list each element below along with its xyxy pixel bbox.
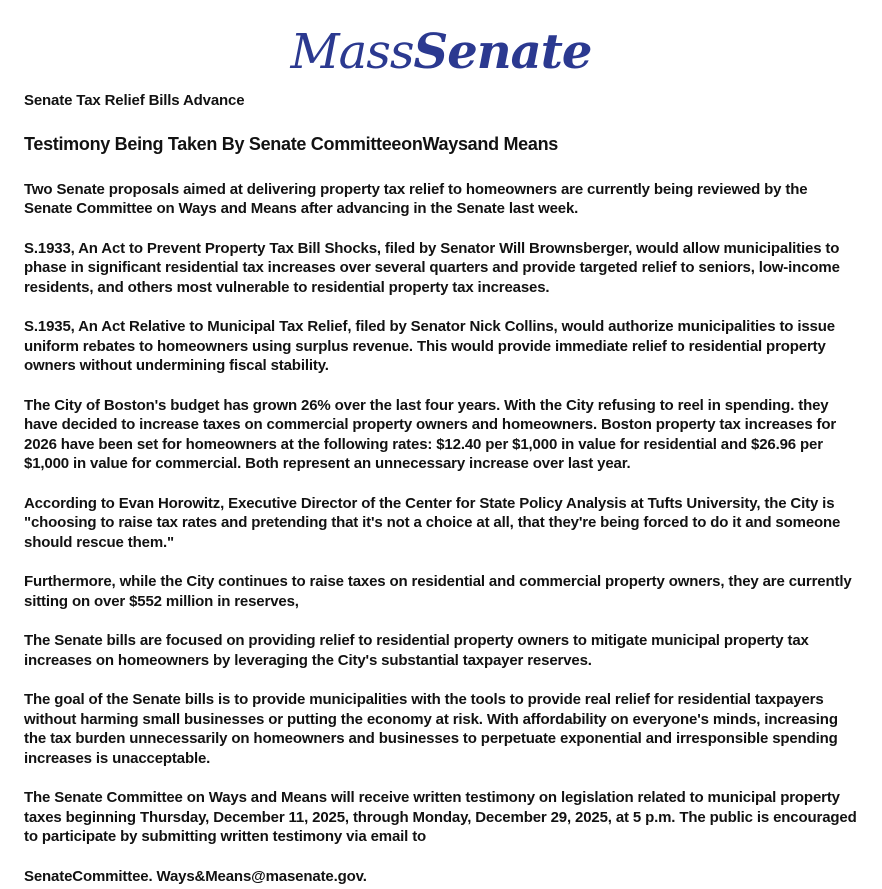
body-paragraph: According to Evan Horowitz, Executive Director of the Center for State Policy Analysis at Tufts University, the City is "choosing to raise tax rates and pretending that it's not a choice at all, that they're being forced to do it and someone should rescue them.": [24, 494, 841, 551]
body-paragraph: S.1933, An Act to Prevent Property Tax Bill Shocks, filed by Senator Will Brownsberger, would allow municipalities to phase in significant residential tax increases over several quarters and provide targeted relief to seniors, low-income residents, and others most vulnerable to residential property tax increases.: [24, 239, 840, 296]
logo-mass-text: Mass: [290, 24, 414, 80]
article-subtitle: Testimony Being Taken By Senate CommitteeonWaysand Means: [24, 134, 558, 155]
body-paragraph: The Senate bills are focused on providing relief to residential property owners to mitigate municipal property tax increases on homeowners by leveraging the City's substantial taxpayer reserves.: [24, 632, 809, 669]
contact-email-line: SenateCommittee. Ways&Means@masenate.gov.: [24, 867, 367, 885]
body-paragraph: Two Senate proposals aimed at delivering property tax relief to homeowners are currently being reviewed by the Senate Committee on Ways and Means after advancing in the Senate last week.: [24, 180, 808, 218]
masssenate-logo: [291, 26, 592, 79]
article-title: Senate Tax Relief Bills Advance: [24, 91, 245, 109]
body-paragraph: S.1935, An Act Relative to Municipal Tax Relief, filed by Senator Nick Collins, would authorize municipalities to issue uniform rebates to homeowners using surplus revenue. This would provide immediate relief to residential property owners without undermining fiscal stability.: [24, 318, 835, 375]
body-paragraph: The City of Boston's budget has grown 26% over the last four years. With the City refusing to reel in spending. they have decided to increase taxes on commercial property owners and homeowners. Boston property tax increases for 2026 have been set for homeowners at the following rates: $12.40 per $1,000 in value for residential and $26.96 per $1,000 in value for commercial. Both represent an unnecessary increase over last year.: [24, 396, 837, 473]
body-paragraph: The goal of the Senate bills is to provide municipalities with the tools to provide real relief for residential taxpayers without harming small businesses or putting the economy at risk. With affordability on everyone's minds, increasing the tax burden unnecessarily on homeowners and businesses to perpetuate exponential and irresponsible spending increases is unacceptable.: [24, 691, 838, 767]
body-paragraph: Furthermore, while the City continues to raise taxes on residential and commercial property owners, they are currently sitting on over $552 million in reserves,: [24, 573, 852, 610]
logo-senate-text: Senate: [413, 24, 592, 80]
body-paragraph: The Senate Committee on Ways and Means will receive written testimony on legislation related to municipal property taxes beginning Thursday, December 11, 2025, through Monday, December 29, 2025, at 5 p.m. The public is encouraged to participate by submitting written testimony via email to: [24, 789, 857, 846]
logo-row: [0, 0, 882, 79]
document-body: [0, 91, 882, 887]
